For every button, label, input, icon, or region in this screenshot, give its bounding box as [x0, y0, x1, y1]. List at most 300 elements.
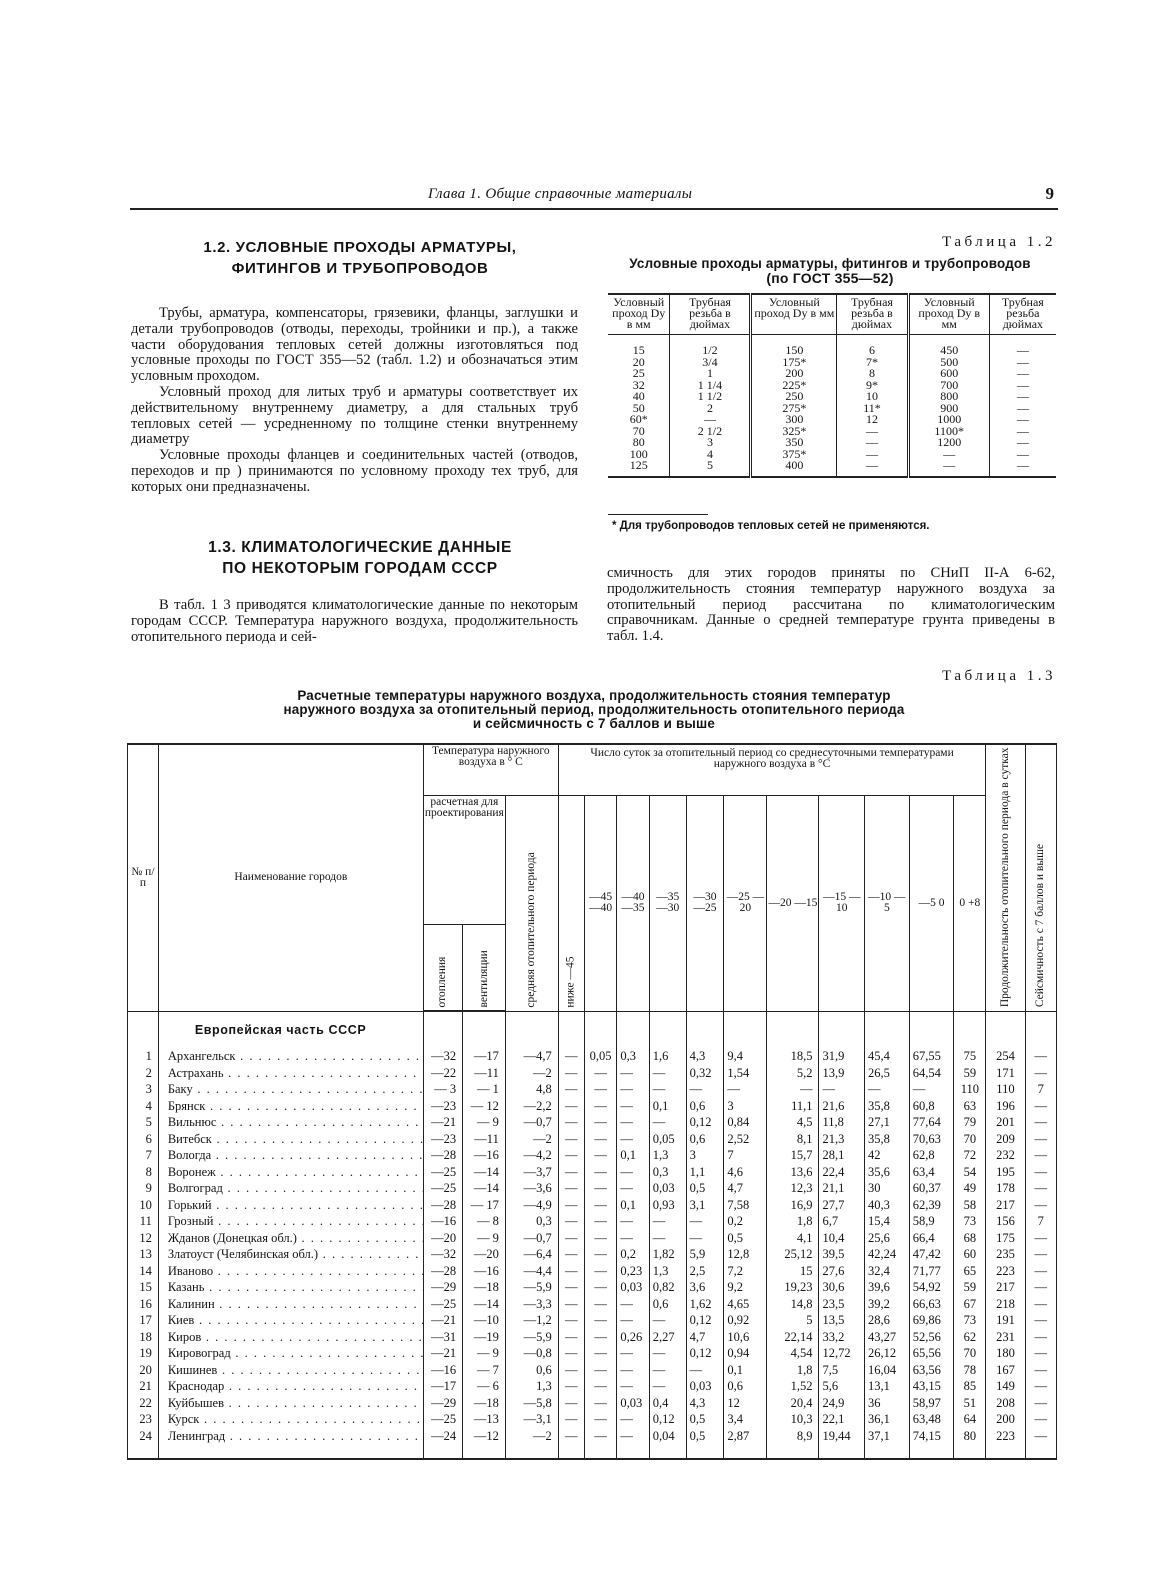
table-cell: —: [558, 1296, 584, 1313]
table-cell: 6,7: [819, 1213, 865, 1230]
table-cell: —: [1025, 1279, 1056, 1296]
city-label: Архангельск . . .: [168, 1049, 424, 1063]
table-cell: —: [767, 1081, 819, 1098]
city-name: [158, 1048, 423, 1065]
city-label: Грозный . . .: [168, 1214, 424, 1228]
city-name: [158, 1362, 423, 1379]
table-cell: 450: [908, 335, 989, 357]
table-cell: 0,6: [686, 1131, 724, 1148]
table-cell: 1,1: [686, 1164, 724, 1181]
table-cell: —21: [423, 1114, 462, 1131]
table-cell: 200: [751, 368, 837, 380]
table-cell: 73: [954, 1312, 986, 1329]
table-cell: —: [989, 357, 1056, 369]
table-cell: 0,3: [617, 1048, 649, 1065]
table-cell: — 3: [423, 1081, 462, 1098]
table-cell: 3: [670, 437, 751, 449]
table-cell: — 7: [463, 1362, 506, 1379]
table-cell: —0,8: [505, 1345, 558, 1362]
table-cell: —2,2: [505, 1098, 558, 1115]
table-cell: 12,3: [767, 1180, 819, 1197]
table-cell: 0,94: [724, 1345, 767, 1362]
table-row: [128, 1312, 1057, 1329]
table-cell: 231: [986, 1329, 1025, 1346]
table-cell: —: [584, 1114, 616, 1131]
table-cell: —: [584, 1345, 616, 1362]
table-cell: 0,05: [584, 1048, 616, 1065]
table-cell: —2: [505, 1428, 558, 1460]
table-row: [608, 437, 1056, 449]
city-name: [158, 1411, 423, 1428]
table-cell: —28: [423, 1197, 462, 1214]
table-cell: 1,3: [649, 1263, 686, 1280]
table-cell: 0,23: [617, 1263, 649, 1280]
table-cell: 4,7: [724, 1180, 767, 1197]
table-cell: —: [837, 449, 908, 461]
table-cell: —: [558, 1378, 584, 1395]
table-cell: —: [686, 1230, 724, 1247]
table-cell: 171: [986, 1065, 1025, 1082]
table-cell: —: [989, 460, 1056, 477]
table-cell: —: [584, 1329, 616, 1346]
table-cell: 275*: [751, 403, 837, 415]
table-cell: 0,12: [686, 1345, 724, 1362]
city-label: Курск . . .: [168, 1412, 424, 1426]
table-cell: —: [584, 1279, 616, 1296]
table-cell: 5: [670, 460, 751, 477]
table-cell: —: [908, 449, 989, 461]
title-line: наружного воздуха за отопительный период, продолжительность отопительного периода: [283, 702, 905, 717]
table-row: [128, 1147, 1057, 1164]
table-cell: 43,27: [865, 1329, 910, 1346]
city-name: [158, 1114, 423, 1131]
table-cell: —: [558, 1213, 584, 1230]
table-cell: 72: [954, 1147, 986, 1164]
table-cell: 1200: [908, 437, 989, 449]
table-cell: 36: [865, 1395, 910, 1412]
table-row: [128, 1296, 1057, 1313]
table-1-3-caption: Таблица 1.3: [942, 668, 1056, 684]
table-cell: 12,8: [724, 1246, 767, 1263]
table-cell: 59: [954, 1065, 986, 1082]
table-cell: 0,3: [505, 1213, 558, 1230]
table-cell: —4,2: [505, 1147, 558, 1164]
table-row: [128, 1048, 1057, 1065]
table-cell: —: [584, 1411, 616, 1428]
table-cell: —: [584, 1230, 616, 1247]
table-cell: 15,7: [767, 1147, 819, 1164]
table-cell: 80: [632, 435, 645, 449]
table-cell: 8,1: [767, 1131, 819, 1148]
table-cell: 16,9: [767, 1197, 819, 1214]
table-cell: —: [649, 1312, 686, 1329]
table-cell: 25,6: [865, 1230, 910, 1247]
table-cell: 1100*: [908, 426, 989, 438]
table-cell: 54: [954, 1164, 986, 1181]
table-cell: —: [649, 1114, 686, 1131]
table-cell: 0,5: [686, 1180, 724, 1197]
city-name: [158, 1263, 423, 1280]
table-cell: —6,4: [505, 1246, 558, 1263]
table-cell: 1,62: [686, 1296, 724, 1313]
table-cell: — 17: [463, 1197, 506, 1214]
table-cell: 11,1: [767, 1098, 819, 1115]
table-cell: —32: [423, 1048, 462, 1065]
table-cell: —: [584, 1296, 616, 1313]
table-cell: 3: [128, 1081, 159, 1098]
table-cell: 21,3: [819, 1131, 865, 1148]
table-cell: 78: [954, 1362, 986, 1379]
city-label: Кировоград . . .: [168, 1346, 424, 1360]
table-cell: —: [584, 1147, 616, 1164]
table-cell: 7: [1025, 1213, 1056, 1230]
column-header-duration: Продолжительность отопительного периода в сутках: [986, 744, 1025, 1011]
table-cell: —: [649, 1362, 686, 1379]
table-cell: 18: [128, 1329, 159, 1346]
table-cell: 9,4: [724, 1048, 767, 1065]
table-cell: —: [558, 1329, 584, 1346]
table-cell: —25: [423, 1411, 462, 1428]
table-cell: —: [617, 1411, 649, 1428]
city-name: [158, 1428, 423, 1460]
table-cell: —: [837, 437, 908, 449]
table-cell: —: [989, 403, 1056, 415]
table-cell: —: [1025, 1378, 1056, 1395]
table-row: [128, 1411, 1057, 1428]
table-1-2: [608, 293, 1056, 478]
table-cell: 14: [128, 1263, 159, 1280]
column-header-range: —45 —40: [584, 796, 616, 1012]
table-cell: —: [989, 368, 1056, 380]
table-cell: 8: [837, 368, 908, 380]
table-cell: 22,14: [767, 1329, 819, 1346]
city-label: Жданов (Донецкая обл.) . . .: [168, 1231, 424, 1245]
table-row: [128, 1246, 1057, 1263]
table-cell: 0,4: [649, 1395, 686, 1412]
city-label: Иваново . . .: [168, 1264, 424, 1278]
table-cell: — 1: [463, 1081, 506, 1098]
table-cell: —17: [463, 1048, 506, 1065]
city-name: [158, 1378, 423, 1395]
column-header-range: 0 +8: [954, 796, 986, 1012]
table-cell: 7: [724, 1147, 767, 1164]
table-cell: 28,1: [819, 1147, 865, 1164]
table-cell: —: [837, 460, 908, 477]
table-cell: —: [617, 1378, 649, 1395]
table-cell: 50: [632, 400, 645, 415]
table-cell: 58,9: [909, 1213, 954, 1230]
table-cell: —: [670, 414, 751, 426]
table-cell: —: [558, 1081, 584, 1098]
table-cell: 4,5: [767, 1114, 819, 1131]
table-cell: 58: [954, 1197, 986, 1214]
table-cell: 500: [908, 357, 989, 369]
table-cell: 1,82: [649, 1246, 686, 1263]
table-cell: —: [617, 1428, 649, 1460]
table-cell: 67,55: [909, 1048, 954, 1065]
table-cell: —: [584, 1362, 616, 1379]
table-cell: 58,97: [909, 1395, 954, 1412]
table-cell: —4,7: [505, 1048, 558, 1065]
column-header-range: —5 0: [909, 796, 954, 1012]
table-cell: 1,3: [505, 1378, 558, 1395]
column-header-range: —25 —20: [724, 796, 767, 1012]
table-cell: 19,44: [819, 1428, 865, 1460]
table-cell: 25,12: [767, 1246, 819, 1263]
table-cell: 75: [954, 1048, 986, 1065]
table-cell: —14: [463, 1164, 506, 1181]
table-cell: —: [558, 1428, 584, 1460]
city-label: Вологда . . .: [168, 1148, 424, 1162]
table-cell: —25: [423, 1296, 462, 1313]
table-cell: 18,5: [767, 1048, 819, 1065]
table-cell: —: [617, 1213, 649, 1230]
table-cell: 0,03: [617, 1279, 649, 1296]
table-cell: 800: [908, 391, 989, 403]
table-cell: 60: [954, 1246, 986, 1263]
column-group-temperature: Температура наружного воздуха в ° С: [423, 744, 558, 796]
table-cell: 149: [986, 1378, 1025, 1395]
city-name: [158, 1164, 423, 1181]
section-1-2-heading: [140, 237, 580, 279]
table-cell: —: [686, 1081, 724, 1098]
chapter-title: Глава 1. Общие справочные материалы: [428, 186, 693, 202]
table-cell: 1,8: [767, 1213, 819, 1230]
table-cell: —: [1025, 1411, 1056, 1428]
table-row: [608, 460, 1056, 477]
table-cell: 217: [986, 1279, 1025, 1296]
column-header: Трубная резьба дюймах: [989, 294, 1056, 335]
table-cell: 6: [837, 335, 908, 357]
table-cell: 22,1: [819, 1411, 865, 1428]
table-cell: 110: [986, 1081, 1025, 1098]
table-cell: 5,6: [819, 1378, 865, 1395]
city-name: [158, 1081, 423, 1098]
column-header-city: Наименование городов: [158, 744, 423, 1011]
column-header: Трубная резьба в дюймах: [670, 294, 751, 335]
table-cell: 12: [837, 414, 908, 426]
table-1-2-caption: Таблица 1.2: [942, 234, 1056, 250]
table-cell: —: [1025, 1098, 1056, 1115]
table-cell: 24: [128, 1428, 159, 1460]
table-cell: —: [584, 1428, 616, 1460]
title-line: Условные проходы арматуры, фитингов и трубопроводов: [629, 256, 1031, 271]
footnote-rule: [608, 514, 708, 515]
table-cell: —: [584, 1378, 616, 1395]
table-cell: 1 1/4: [670, 380, 751, 392]
table-cell: 73: [954, 1213, 986, 1230]
table-cell: —21: [423, 1345, 462, 1362]
paragraph: Условный проход для литых труб и арматуры соответствует их действительному внутреннему диаметру, а для стальных труб тепловых сетей — усредненному по толщине стенки внутреннему диаметру: [131, 383, 578, 448]
table-cell: 201: [986, 1114, 1025, 1131]
table-cell: 254: [986, 1048, 1025, 1065]
table-cell: 0,03: [649, 1180, 686, 1197]
table-row: [128, 1428, 1057, 1460]
table-cell: 0,05: [649, 1131, 686, 1148]
table-cell: 1 1/2: [670, 391, 751, 403]
column-header-range: —35 —30: [649, 796, 686, 1012]
table-cell: —: [584, 1246, 616, 1263]
table-cell: 180: [986, 1345, 1025, 1362]
city-name: [158, 1147, 423, 1164]
table-cell: —: [1025, 1147, 1056, 1164]
table-cell: —: [1025, 1395, 1056, 1412]
table-1-3: [127, 743, 1057, 1460]
table-cell: 21: [128, 1378, 159, 1395]
table-cell: 32,4: [865, 1263, 910, 1280]
table-cell: 63: [954, 1098, 986, 1115]
city-name: [158, 1131, 423, 1148]
table-cell: 40: [632, 389, 645, 403]
table-cell: 64: [954, 1411, 986, 1428]
table-header-row: [128, 744, 1057, 796]
column-header: Трубная резьба в дюймах: [837, 294, 908, 335]
column-header-range: —15 —10: [819, 796, 865, 1012]
table-cell: 35,8: [865, 1098, 910, 1115]
table-cell: —: [1025, 1230, 1056, 1247]
table-cell: 65: [954, 1263, 986, 1280]
table-cell: —16: [423, 1362, 462, 1379]
column-header-ventilation: вентиляции: [463, 925, 506, 1012]
table-cell: 8: [128, 1164, 159, 1181]
table-row: [128, 1197, 1057, 1214]
heading-line: ПО НЕКОТОРЫМ ГОРОДАМ СССР: [222, 560, 498, 577]
table-cell: 2,52: [724, 1131, 767, 1148]
table-cell: —: [989, 437, 1056, 449]
table-cell: 0,32: [686, 1065, 724, 1082]
table-cell: 1,8: [767, 1362, 819, 1379]
table-cell: 23,5: [819, 1296, 865, 1313]
table-cell: —: [649, 1065, 686, 1082]
table-1-2-title: [600, 257, 1060, 285]
table-cell: 2: [670, 403, 751, 415]
table-row: [128, 1362, 1057, 1379]
table-cell: 39,5: [819, 1246, 865, 1263]
column-header-heating: отопления: [423, 925, 462, 1012]
table-cell: 4,65: [724, 1296, 767, 1313]
table-body: [608, 335, 1056, 477]
table-cell: —20: [423, 1230, 462, 1247]
table-cell: —: [649, 1230, 686, 1247]
section-row: [128, 1011, 1057, 1048]
table-row: [128, 1345, 1057, 1362]
table-cell: —: [558, 1164, 584, 1181]
table-cell: 66,63: [909, 1296, 954, 1313]
table-cell: 62,8: [909, 1147, 954, 1164]
city-label: Горький . . .: [168, 1198, 424, 1212]
table-cell: —: [1025, 1180, 1056, 1197]
table-cell: 191: [986, 1312, 1025, 1329]
table-row: [128, 1378, 1057, 1395]
table-cell: —12: [463, 1428, 506, 1460]
table-cell: 15: [128, 1279, 159, 1296]
table-cell: — 12: [463, 1098, 506, 1115]
table-cell: —18: [463, 1395, 506, 1412]
table-cell: 200: [986, 1411, 1025, 1428]
table-cell: 9: [128, 1180, 159, 1197]
table-cell: —: [584, 1213, 616, 1230]
table-cell: 1,3: [649, 1147, 686, 1164]
table-cell: 0,3: [649, 1164, 686, 1181]
table-cell: —: [649, 1378, 686, 1395]
table-cell: 19,23: [767, 1279, 819, 1296]
table-cell: 0,6: [505, 1362, 558, 1379]
table-cell: —3,7: [505, 1164, 558, 1181]
city-label: Баку . . .: [168, 1082, 424, 1096]
table-cell: —5,9: [505, 1329, 558, 1346]
section-label: Европейская часть СССР: [158, 1011, 423, 1048]
city-name: [158, 1345, 423, 1362]
table-cell: 175: [986, 1230, 1025, 1247]
table-cell: —: [584, 1180, 616, 1197]
table-cell: 0,26: [617, 1329, 649, 1346]
table-cell: 67: [954, 1296, 986, 1313]
table-cell: 47,42: [909, 1246, 954, 1263]
table-cell: 24,9: [819, 1395, 865, 1412]
table-cell: 27,1: [865, 1114, 910, 1131]
table-cell: 63,56: [909, 1362, 954, 1379]
city-label: Златоуст (Челябинская обл.) . . .: [168, 1247, 424, 1261]
table-cell: 30: [865, 1180, 910, 1197]
table-cell: 1/2: [670, 335, 751, 357]
table-cell: —16: [463, 1147, 506, 1164]
table-cell: 11,8: [819, 1114, 865, 1131]
table-cell: 2,5: [686, 1263, 724, 1280]
table-row: [608, 403, 1056, 415]
table-cell: 0,12: [686, 1312, 724, 1329]
table-cell: —32: [423, 1246, 462, 1263]
table-cell: 63,4: [909, 1164, 954, 1181]
city-name: [158, 1197, 423, 1214]
table-cell: 13,9: [819, 1065, 865, 1082]
table-cell: —: [865, 1081, 910, 1098]
table-cell: 8,9: [767, 1428, 819, 1460]
table-cell: 2 1/2: [670, 426, 751, 438]
running-header: [130, 184, 1058, 210]
table-cell: 223: [986, 1263, 1025, 1280]
table-cell: 375*: [751, 449, 837, 461]
table-row: [128, 1098, 1057, 1115]
column-header-num: № п/п: [128, 744, 159, 1011]
table-cell: —29: [423, 1395, 462, 1412]
table-cell: 7,2: [724, 1263, 767, 1280]
column-header: Условный проход Dу в мм: [608, 294, 670, 335]
table-cell: —: [649, 1345, 686, 1362]
column-header-range: —40 —35: [617, 796, 649, 1012]
table-cell: 7: [128, 1147, 159, 1164]
table-cell: —: [909, 1081, 954, 1098]
table-cell: 0,2: [617, 1246, 649, 1263]
table-cell: 225*: [751, 380, 837, 392]
table-cell: —3,1: [505, 1411, 558, 1428]
table-cell: 7*: [837, 357, 908, 369]
table-cell: 5: [128, 1114, 159, 1131]
paragraph: Трубы, арматура, компенсаторы, грязевики, фланцы, заглушки и детали трубопроводов (отводы, переходы, тройники и пр.), а также части оборудования тепловых сетей должны изготовляться под условные проходы по ГОСТ 355—52 (табл. 1.2) и обозначаться этим условным проходом.: [131, 305, 578, 385]
table-cell: —: [617, 1362, 649, 1379]
table-cell: 3: [724, 1098, 767, 1115]
table-cell: 4,6: [724, 1164, 767, 1181]
table-cell: 150: [751, 335, 837, 357]
table-cell: —14: [463, 1296, 506, 1313]
table-cell: —: [617, 1098, 649, 1115]
table-cell: 209: [986, 1131, 1025, 1148]
table-cell: 1: [128, 1048, 159, 1065]
table-cell: 156: [986, 1213, 1025, 1230]
table-cell: 217: [986, 1197, 1025, 1214]
table-cell: —: [1025, 1065, 1056, 1082]
table-cell: 1000: [908, 414, 989, 426]
table-cell: 223: [986, 1428, 1025, 1460]
